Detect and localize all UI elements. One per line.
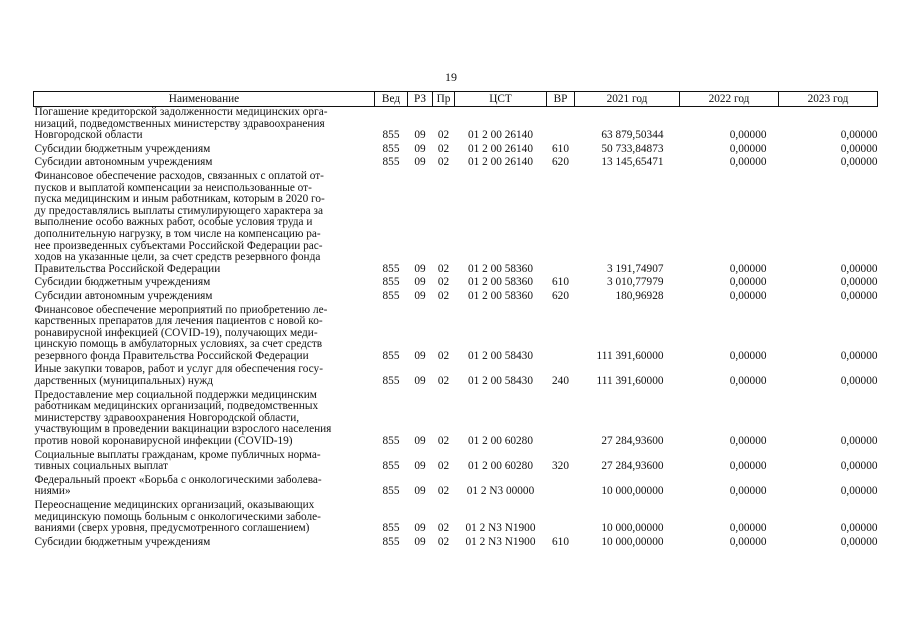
name-line: Субсидии бюджетным учреждениям: [34, 535, 211, 548]
cell-cst: 01 2 N3 N1900: [465, 535, 536, 548]
cell-2021: 3 010,77979: [607, 276, 664, 289]
cell-ved: 855: [382, 142, 400, 155]
cell-rz: 09: [414, 460, 426, 473]
cell-2023: 0,00000: [840, 129, 878, 142]
cell-2023: 0,00000: [840, 289, 878, 302]
cell-pr: 02: [437, 289, 450, 302]
table-row: [34, 500, 878, 537]
cell-vr: [547, 500, 575, 537]
name-line: Субсидии бюджетным учреждениям: [34, 276, 211, 289]
cell-rz: 09: [414, 535, 426, 548]
cell-name: [34, 364, 375, 389]
cell-2023: 0,00000: [840, 349, 878, 362]
cell-ved: 855: [382, 535, 400, 548]
table-header: [34, 92, 878, 107]
cell-cst: 01 2 N3 N1900: [465, 522, 536, 535]
header-2023: 2023 год: [779, 92, 878, 107]
cell-2022: 0,00000: [729, 435, 767, 448]
cell-2023: 0,00000: [840, 375, 878, 388]
cell-ved: 855: [382, 460, 400, 473]
cell-2023: 0,00000: [840, 460, 878, 473]
cell-ved: 855: [382, 289, 400, 302]
table-row: [34, 144, 878, 158]
cell-name: [34, 475, 375, 500]
cell-pr: 02: [437, 535, 450, 548]
cell-rz: 09: [414, 142, 426, 155]
cell-pr: 02: [437, 276, 450, 289]
cell-vr: 620: [552, 289, 569, 302]
cell-2023: 0,00000: [840, 485, 878, 498]
header-row: [34, 92, 878, 107]
cell-pr: 02: [437, 485, 450, 498]
cell-2022: 0,00000: [729, 375, 767, 388]
cell-name: [34, 144, 375, 158]
cell-2022: 0,00000: [729, 535, 767, 548]
name-line: работникам медицинских организаций, подведомственных: [34, 400, 319, 413]
cell-2021: 111 391,60000: [596, 349, 664, 362]
table-row: [34, 291, 878, 305]
table-row: [34, 171, 878, 277]
name-line: пусков и выплатой компенсации за неиспользованные от-: [34, 181, 312, 194]
cell-2023: 0,00000: [840, 522, 878, 535]
name-line: ваниями (сверх уровня, предусмотренного соглашением): [34, 522, 310, 535]
cell-pr: 02: [437, 522, 450, 535]
table-row: [34, 390, 878, 450]
name-line: Иные закупки товаров, работ и услуг для обеспечения госу-: [34, 363, 323, 376]
cell-ved: 855: [382, 485, 400, 498]
cell-pr: 02: [437, 435, 450, 448]
cell-2023: 0,00000: [840, 262, 878, 275]
name-line: тивных социальных выплат: [34, 460, 168, 473]
table-row: [34, 475, 878, 500]
table-row: [34, 537, 878, 551]
cell-ved: 855: [382, 129, 400, 142]
cell-vr: [547, 305, 575, 365]
cell-rz: 09: [414, 129, 426, 142]
cell-vr: 610: [552, 535, 569, 548]
cell-2022: 0,00000: [729, 522, 767, 535]
cell-pr: 02: [437, 262, 450, 275]
table-row: [34, 450, 878, 475]
name-line: карственных препаратов для лечения пациентов с новой ко-: [34, 315, 323, 328]
cell-2021: 27 284,93600: [601, 460, 664, 473]
name-line: Субсидии бюджетным учреждениям: [34, 142, 211, 155]
cell-2021: 63 879,50344: [601, 129, 664, 142]
header-2022: 2022 год: [680, 92, 779, 107]
table-body: [34, 107, 878, 551]
cell-cst: 01 2 00 60280: [468, 435, 533, 448]
header-cst: ЦСТ: [455, 92, 547, 107]
name-line: Новгородской области: [34, 129, 143, 142]
cell-pr: 02: [437, 375, 450, 388]
cell-rz: 09: [414, 485, 426, 498]
cell-name: [34, 171, 375, 277]
cell-cst: 01 2 00 58430: [468, 375, 533, 388]
cell-ved: 855: [382, 276, 400, 289]
cell-name: [34, 157, 375, 171]
cell-2022: 0,00000: [729, 142, 767, 155]
cell-vr: [547, 171, 575, 277]
cell-ved: 855: [382, 375, 400, 388]
cell-cst: 01 2 N3 00000: [466, 485, 535, 498]
cell-rz: 09: [414, 522, 426, 535]
cell-2021: 180,96928: [615, 289, 664, 302]
name-line: Субсидии автономным учреждениям: [34, 156, 213, 169]
cell-rz: 09: [414, 262, 426, 275]
name-line: ходов на указанные цели, за счет средств резервного фонда: [34, 251, 321, 264]
cell-ved: 855: [382, 435, 400, 448]
cell-2023: 0,00000: [840, 435, 878, 448]
name-line: цинскую помощь в амбулаторных условиях, за счет средств: [34, 338, 323, 351]
cell-cst: 01 2 00 26140: [468, 129, 533, 142]
name-line: ронавирусной инфекцией (COVID-19), получающих меди-: [34, 326, 318, 339]
cell-name: [34, 450, 375, 475]
header-rz: РЗ: [408, 92, 433, 107]
cell-pr: 02: [437, 349, 450, 362]
name-line: Переоснащение медицинских организаций, оказывающих: [34, 499, 315, 511]
cell-ved: 855: [382, 262, 400, 275]
cell-cst: 01 2 00 58360: [468, 276, 533, 289]
header-name: Наименование: [34, 92, 375, 107]
cell-rz: 09: [414, 435, 426, 448]
name-line: медицинскую помощь больным с онкологическими заболе-: [34, 510, 321, 523]
table-row: [34, 305, 878, 365]
cell-rz: 09: [414, 276, 426, 289]
name-line: нее произведенных субъектами Российской Федерации рас-: [34, 239, 323, 252]
cell-name: [34, 305, 375, 365]
budget-table: [33, 91, 878, 550]
cell-cst: 01 2 00 26140: [468, 156, 533, 169]
cell-2021: 3 191,74907: [607, 262, 664, 275]
header-pr: Пр: [433, 92, 455, 107]
name-line: против новой коронавирусной инфекции (COVID-19): [34, 435, 293, 448]
cell-cst: 01 2 00 60280: [468, 460, 533, 473]
name-line: Предоставление мер социальной поддержки медицинским: [34, 388, 317, 401]
cell-2022: 0,00000: [729, 289, 767, 302]
table-row: [34, 277, 878, 291]
cell-2021: 13 145,65471: [601, 156, 664, 169]
cell-vr: 610: [552, 142, 569, 155]
cell-2021: 50 733,84873: [601, 142, 664, 155]
cell-rz: 09: [414, 156, 426, 169]
cell-2023: 0,00000: [840, 142, 878, 155]
name-line: Социальные выплаты гражданам, кроме публичных норма-: [34, 448, 321, 461]
cell-2022: 0,00000: [729, 156, 767, 169]
table-row: [34, 107, 878, 144]
cell-vr: 320: [552, 460, 569, 473]
cell-2022: 0,00000: [729, 460, 767, 473]
name-line: министерству здравоохранения Новгородской области,: [34, 411, 300, 424]
name-line: Финансовое обеспечение расходов, связанных с оплатой от-: [34, 169, 324, 182]
cell-pr: 02: [437, 156, 450, 169]
cell-2022: 0,00000: [729, 485, 767, 498]
cell-name: [34, 277, 375, 291]
cell-rz: 09: [414, 289, 426, 302]
cell-pr: 02: [437, 460, 450, 473]
table-row: [34, 157, 878, 171]
name-line: ду предоставлялись выплаты стимулирующего характера за: [34, 204, 323, 217]
cell-vr: [547, 390, 575, 450]
cell-name: [34, 291, 375, 305]
cell-2022: 0,00000: [729, 129, 767, 142]
cell-vr: 240: [552, 375, 569, 388]
table-row: [34, 364, 878, 389]
name-line: Правительства Российской Федерации: [34, 262, 221, 275]
cell-name: [34, 390, 375, 450]
cell-pr: 02: [437, 129, 450, 142]
cell-2022: 0,00000: [729, 349, 767, 362]
name-line: резервного фонда Правительства Российской Федерации: [34, 349, 309, 362]
cell-name: [34, 107, 375, 144]
cell-2023: 0,00000: [840, 535, 878, 548]
cell-ved: 855: [382, 156, 400, 169]
cell-ved: 855: [382, 349, 400, 362]
cell-2022: 0,00000: [729, 276, 767, 289]
cell-2021: 10 000,00000: [601, 535, 664, 548]
name-line: Финансовое обеспечение мероприятий по приобретению ле-: [34, 303, 328, 316]
cell-vr: 620: [552, 156, 569, 169]
cell-vr: 610: [552, 276, 569, 289]
name-line: Субсидии автономным учреждениям: [34, 289, 213, 302]
cell-2022: 0,00000: [729, 262, 767, 275]
cell-name: [34, 537, 375, 551]
name-line: Федеральный проект «Борьба с онкологическими заболева-: [34, 473, 322, 486]
header-ved: Вед: [375, 92, 408, 107]
header-vr: ВР: [547, 92, 575, 107]
cell-cst: 01 2 00 58360: [468, 262, 533, 275]
name-line: Погашение кредиторской задолженности медицинских орга-: [34, 106, 328, 118]
name-line: дополнительную нагрузку, в том числе на компенсацию ра-: [34, 227, 321, 240]
page-number: 19: [445, 70, 457, 84]
cell-2023: 0,00000: [840, 276, 878, 289]
cell-rz: 09: [414, 349, 426, 362]
name-line: ниями»: [34, 485, 71, 498]
cell-ved: 855: [382, 522, 400, 535]
cell-rz: 09: [414, 375, 426, 388]
cell-2021: 10 000,00000: [601, 485, 664, 498]
cell-2021: 27 284,93600: [601, 435, 664, 448]
header-2021: 2021 год: [575, 92, 680, 107]
name-line: низаций, подведомственных министерству здравоохранения: [34, 117, 325, 130]
name-line: участвующим в проведении вакцинации взрослого населения: [34, 423, 332, 436]
cell-cst: 01 2 00 58360: [468, 289, 533, 302]
cell-2023: 0,00000: [840, 156, 878, 169]
name-line: дарственных (муниципальных) нужд: [34, 375, 213, 388]
cell-vr: [547, 475, 575, 500]
name-line: выполнение особо важных работ, особые условия труда и: [34, 216, 313, 229]
name-line: пуска медицинским и иным работникам, которым в 2020 го-: [34, 193, 325, 206]
cell-cst: 01 2 00 26140: [468, 142, 533, 155]
cell-2021: 10 000,00000: [601, 522, 664, 535]
cell-vr: [547, 107, 575, 144]
cell-name: [34, 500, 375, 537]
cell-pr: 02: [437, 142, 450, 155]
cell-2021: 111 391,60000: [596, 375, 664, 388]
cell-cst: 01 2 00 58430: [468, 349, 533, 362]
